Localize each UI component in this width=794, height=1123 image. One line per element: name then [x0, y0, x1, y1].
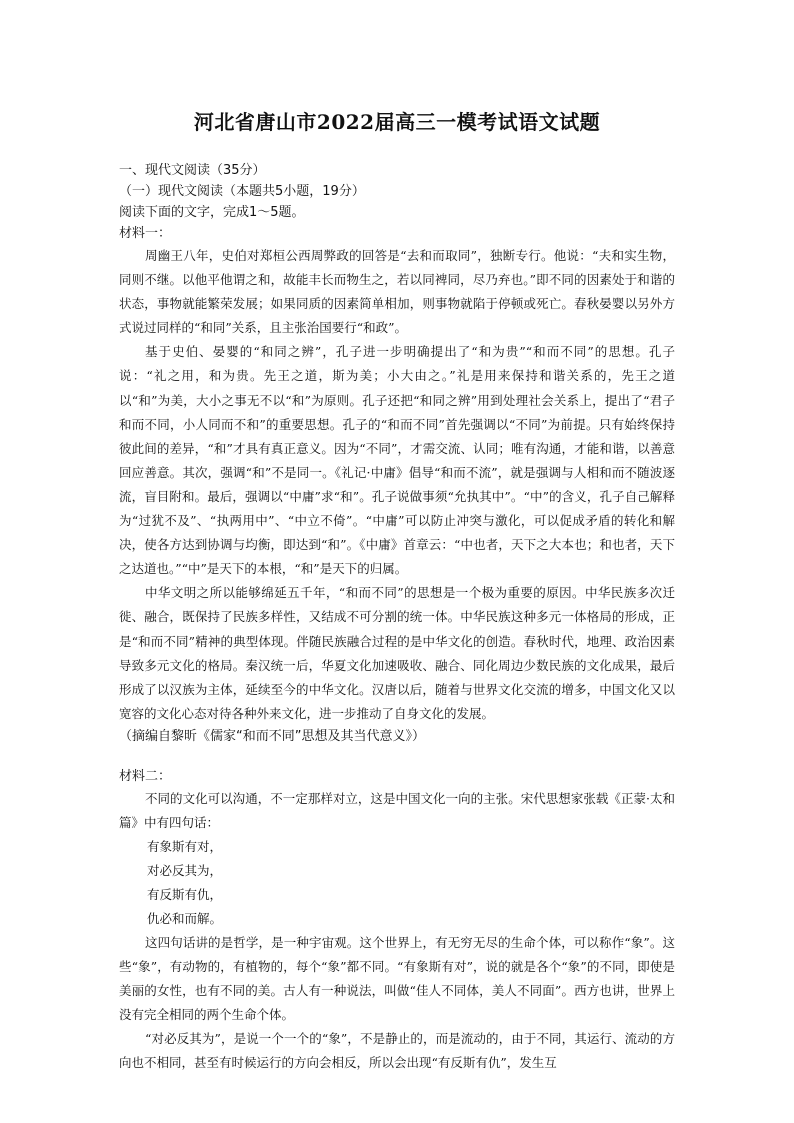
document-body	[119, 160, 675, 1075]
reading-instruction: 阅读下面的文字，完成1～5题。	[119, 205, 305, 220]
poem-line: 有象斯有对，	[147, 838, 223, 854]
material2-paragraph: “对必反其为”，是说一个一个的“象”，不是静止的，而是流动的，由于不同，其运行、流动的方向也不相同，甚至有时候运行的方向会相反，所以会出现“有反斯有仇”，发生互	[119, 1030, 675, 1070]
material2-paragraph: 这四句话讲的是哲学，是一种宇宙观。这个世界上，有无穷无尽的生命个体，可以称作“象”。这些“象”，有动物的，有植物的，每个“象”都不同。“有象斯有对”，说的就是各个“象”的不同，即使是美丽的女性，也有不同的美。古人有一种说法，叫做“佳人不同体，美人不同面”。西方也讲，世界上没有完全相同的两个生命个体。	[119, 934, 675, 1022]
poem-line: 对必反其为，	[147, 862, 223, 878]
poem-line: 有反斯有仇，	[147, 886, 223, 902]
poem-line: 仇必和而解。	[147, 910, 223, 926]
document-title: 河北省唐山市2022届高三一模考试语文试题	[193, 110, 601, 134]
material1-paragraph: 周幽王八年，史伯对郑桓公西周弊政的回答是“去和而取同”，独断专行。他说：“夫和实生物，同则不继。以他平他谓之和，故能丰长而物生之，若以同裨同，尽乃弃也。”即不同的因素处于和谐的状态，事物就能繁荣发展；如果同质的因素简单相加，则事物就陷于停顿或死亡。春秋晏婴以另外方式说过同样的“和同”关系，且主张治国要行“和政”。	[119, 248, 675, 336]
material2-intro: 不同的文化可以沟通，不一定那样对立，这是中国文化一向的主张。宋代思想家张载《正蒙·太和篇》中有四句话：	[119, 790, 675, 830]
material1-paragraph: 基于史伯、晏婴的“和同之辨”，孔子进一步明确提出了“和为贵”“和而不同”的思想。孔子说：“礼之用，和为贵。先王之道，斯为美；小大由之。”礼是用来保持和谐关系的，先王之道以“和”为美，大小之事无不以“和”为原则。孔子还把“和同之辨”用到处理社会关系上，提出了“君子和而不同，小人同而不和”的重要思想。孔子的“和而不同”首先强调以“不同”为前提。只有始终保持彼此间的差异，“和”才具有真正意义。因为“不同”，才需交流、认同；唯有沟通，才能和谐，以善意回应善意。其次，强调“和”不是同一。《礼记·中庸》倡导“和而不流”，就是强调与人相和而不随波逐流，盲目附和。最后，强调以“中庸”求“和”。孔子说做事须“允执其中”。“中”的含义，孔子自己解释为“过犹不及”、“执两用中”、“中立不倚”。“中庸”可以防止冲突与激化，可以促成矛盾的转化和解决，使各方达到协调与均衡，即达到“和”。《中庸》首章云：“中也者，天下之大本也；和也者，天下之达道也。”“中”是天下的本根，“和”是天下的归属。	[119, 344, 675, 577]
section-heading: 一、现代文阅读（35分）	[119, 163, 266, 178]
material1-label: 材料一：	[119, 226, 172, 241]
subsection-heading: （一）现代文阅读（本题共5小题，19分）	[119, 184, 365, 199]
spacer	[119, 747, 675, 766]
material2-label: 材料二：	[119, 768, 172, 784]
material1-paragraph: 中华文明之所以能够绵延五千年，“和而不同”的思想是一个极为重要的原因。中华民族多次迁徙、融合，既保持了民族多样性，又结成不可分割的统一体。中华民族这种多元一体格局的形成，正是“和而不同”精神的典型体现。伴随民族融合过程的是中华文化的创造。春秋时代，地理、政治因素导致多元文化的格局。秦汉统一后，华夏文化加速吸收、融合、同化周边少数民族的文化成果，最后形成了以汉族为主体，延续至今的中华文化。汉唐以后，随着与世界文化交流的增多，中国文化又以宽容的文化心态对待各种外来文化，进一步推动了自身文化的发展。	[119, 585, 675, 721]
material1-source: （摘编自黎昕《儒家“和而不同”思想及其当代意义》）	[119, 728, 425, 744]
